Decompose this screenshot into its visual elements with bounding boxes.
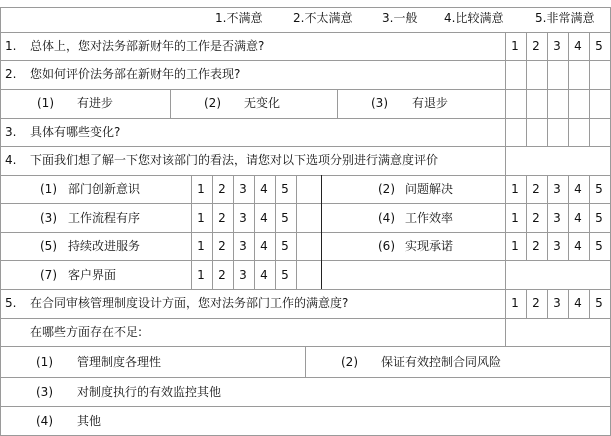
item-label: 问题解决 [405,182,454,196]
score-option[interactable]: 1 [511,39,519,53]
option-marker: (2) [341,355,358,369]
item-label: 工作效率 [405,211,454,225]
score-option[interactable]: 2 [532,182,540,196]
score-option[interactable]: 2 [532,296,540,310]
score-option[interactable]: 1 [197,239,205,253]
scale-label-4: 4.比较满意 [444,11,504,25]
question-number: 4. [5,153,17,167]
score-option[interactable]: 4 [260,268,268,282]
option-regressed[interactable]: 有退步 [412,96,449,110]
option-no-change[interactable]: 无变化 [244,96,281,110]
grid-line [0,260,611,261]
option-marker: (1) [37,96,54,110]
score-option[interactable]: 1 [197,182,205,196]
score-option[interactable]: 4 [574,211,582,225]
option-rationality[interactable]: 管理制度各理性 [77,355,162,369]
scale-label-5: 5.非常满意 [535,11,595,25]
score-option[interactable]: 3 [239,239,247,253]
item-marker: (1) [40,182,57,196]
scale-label-2: 2.不太满意 [293,11,353,25]
grid-line [337,89,338,118]
grid-line [305,346,306,377]
question-text: 您如何评价法务部在新财年的工作表现? [30,67,241,81]
score-option[interactable]: 2 [218,239,226,253]
score-option[interactable]: 3 [239,211,247,225]
question-number: 2. [5,67,17,81]
score-option[interactable]: 4 [574,182,582,196]
item-marker: (7) [40,268,57,282]
option-improved[interactable]: 有进步 [77,96,114,110]
score-option[interactable]: 2 [218,182,226,196]
grid-line [0,60,611,61]
score-option[interactable]: 2 [532,239,540,253]
grid-line [0,377,611,378]
item-marker: (2) [378,182,395,196]
score-option[interactable]: 4 [574,296,582,310]
score-option[interactable]: 3 [553,211,561,225]
score-option[interactable]: 1 [197,268,205,282]
score-option[interactable]: 2 [218,268,226,282]
score-option[interactable]: 5 [595,239,603,253]
grid-line [0,203,611,204]
grid-line [296,175,297,289]
score-option[interactable]: 5 [595,296,603,310]
grid-line [0,175,611,176]
option-marker: (3) [371,96,388,110]
item-marker: (4) [378,211,395,225]
option-marker: (4) [36,414,53,428]
score-option[interactable]: 3 [239,268,247,282]
item-label: 实现承诺 [405,239,454,253]
item-marker: (3) [40,211,57,225]
score-option[interactable]: 4 [574,39,582,53]
item-label: 持续改进服务 [68,239,141,253]
score-option[interactable]: 5 [281,182,289,196]
grid-line [0,89,611,90]
option-monitoring[interactable]: 对制度执行的有效监控其他 [77,385,222,399]
grid-line [0,232,611,233]
score-option[interactable]: 3 [553,39,561,53]
option-marker: (2) [204,96,221,110]
question-number: 3. [5,125,17,139]
sub-question-text: 在哪些方面存在不足: [30,325,143,339]
option-marker: (1) [36,355,53,369]
question-number: 1. [5,39,17,53]
score-option[interactable]: 5 [281,268,289,282]
grid-line [170,89,171,118]
score-option[interactable]: 4 [260,182,268,196]
grid-line [0,289,611,290]
scale-label-1: 1.不满意 [215,11,263,25]
score-option[interactable]: 5 [595,182,603,196]
score-option[interactable]: 3 [553,296,561,310]
score-option[interactable]: 1 [511,239,519,253]
score-option[interactable]: 5 [595,39,603,53]
score-option[interactable]: 5 [281,211,289,225]
grid-line [0,146,611,147]
grid-line [0,406,611,407]
score-option[interactable]: 1 [511,211,519,225]
score-option[interactable]: 2 [218,211,226,225]
grid-line [0,32,611,33]
question-number: 5. [5,296,17,310]
grid-line [0,7,611,8]
item-marker: (5) [40,239,57,253]
question-text: 在合同审核管理制度设计方面，您对法务部门工作的满意度? [30,296,349,310]
grid-line [0,118,611,119]
score-option[interactable]: 2 [532,211,540,225]
score-option[interactable]: 1 [197,211,205,225]
grid-line [0,318,611,319]
item-label: 部门创新意识 [68,182,141,196]
score-option[interactable]: 2 [532,39,540,53]
grid-line [321,175,322,289]
option-marker: (3) [36,385,53,399]
item-label: 客户界面 [68,268,117,282]
grid-line [0,7,1,436]
score-option[interactable]: 1 [511,182,519,196]
question-text: 下面我们想了解一下您对该部门的看法，请您对以下选项分别进行满意度评价 [30,153,439,167]
question-text: 具体有哪些变化? [30,125,121,139]
option-other[interactable]: 其他 [77,414,102,428]
score-option[interactable]: 1 [511,296,519,310]
score-option[interactable]: 3 [553,182,561,196]
item-marker: (6) [378,239,395,253]
score-option[interactable]: 4 [260,239,268,253]
item-label: 工作流程有序 [68,211,141,225]
option-risk-control[interactable]: 保证有效控制合同风险 [381,355,502,369]
scale-label-3: 3.一般 [382,11,418,25]
score-option[interactable]: 5 [281,239,289,253]
question-text: 总体上，您对法务部新财年的工作是否满意? [30,39,265,53]
score-option[interactable]: 5 [595,211,603,225]
score-option[interactable]: 4 [260,211,268,225]
score-option[interactable]: 3 [239,182,247,196]
score-option[interactable]: 4 [574,239,582,253]
score-option[interactable]: 3 [553,239,561,253]
